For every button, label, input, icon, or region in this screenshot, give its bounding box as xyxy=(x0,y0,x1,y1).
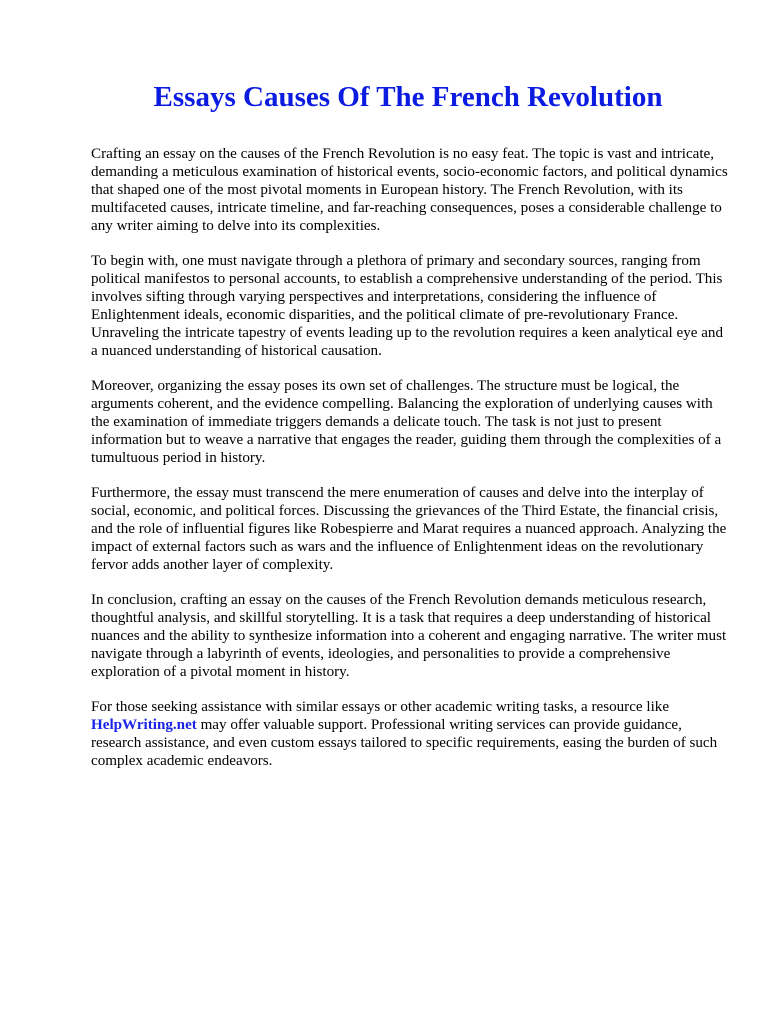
paragraph-interplay: Furthermore, the essay must transcend the mere enumeration of causes and delve into the interplay of social, economic, and political forces. Discussing the grievances of the Third Estate, the financial crisis, and the role of influential figures like Robespierre and Marat requires a nuanced approach. Analyzing the impact of external factors such as wars and the influence of Enlightenment ideas on the revolutionary fervor adds another layer of complexity. xyxy=(91,485,727,573)
resource-text-before: For those seeking assistance with similar essays or other academic writing tasks, a resource like xyxy=(91,699,670,715)
paragraph-organization: Moreover, organizing the essay poses its own set of challenges. The structure must be logical, the arguments coherent, and the evidence compelling. Balancing the exploration of underlying causes with the examination of immediate triggers demands a delicate touch. The task is not just to present information but to weave a narrative that engages the reader, guiding them through the complexities of a tumultuous period in history. xyxy=(91,378,722,466)
helpwriting-link[interactable]: HelpWriting.net xyxy=(91,717,197,733)
paragraph-resource xyxy=(91,698,731,770)
resource-text-after: may offer valuable support. Professional writing services can provide guidance, research assistance, and even custom essays tailored to specific requirements, easing the burden of such complex academic endeavors. xyxy=(91,717,718,769)
paragraph-intro: Crafting an essay on the causes of the French Revolution is no easy feat. The topic is vast and intricate, demanding a meticulous examination of historical events, socio-economic factors, and political dynamics that shaped one of the most pivotal moments in European history. The French Revolution, with its multifaceted causes, intricate timeline, and far-reaching consequences, poses a considerable challenge to any writer aiming to delve into its complexities. xyxy=(91,146,728,234)
article-body xyxy=(91,145,731,787)
paragraph-sources: To begin with, one must navigate through a plethora of primary and secondary sources, ranging from political manifestos to personal accounts, to establish a comprehensive understanding of the period. This involves sifting through varying perspectives and interpretations, considering the influence of Enlightenment ideals, economic disparities, and the political climate of pre-revolutionary France. Unraveling the intricate tapestry of events leading up to the revolution requires a keen analytical eye and a nuanced understanding of historical causation. xyxy=(91,253,724,359)
paragraph-conclusion: In conclusion, crafting an essay on the causes of the French Revolution demands meticulous research, thoughtful analysis, and skillful storytelling. It is a task that requires a deep understanding of historical nuances and the ability to synthesize information into a coherent and engaging narrative. The writer must navigate through a labyrinth of events, ideologies, and personalities to provide a comprehensive exploration of a pivotal moment in history. xyxy=(91,592,727,680)
page-title: Essays Causes Of The French Revolution xyxy=(153,81,663,113)
